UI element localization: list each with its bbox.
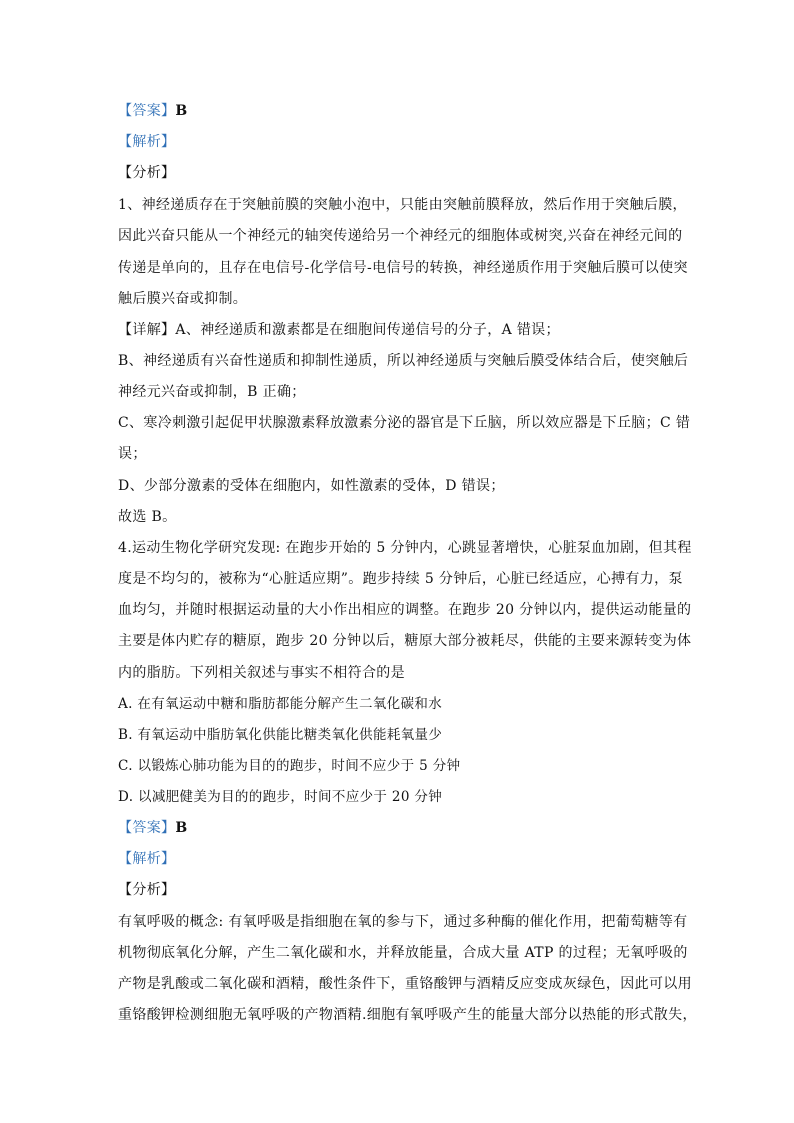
q4-answer-line bbox=[118, 818, 684, 838]
q3-fenxi-line: 触后膜兴奋或抑制。 bbox=[118, 291, 248, 307]
q3-detail-line: 神经元兴奋或抑制，B 正确； bbox=[118, 384, 306, 400]
q4-fenxi-label: 【分析】 bbox=[118, 882, 176, 898]
q4-option-b: B. 有氧运动中脂肪氧化供能比糖类氧化供能耗氧量少 bbox=[118, 727, 443, 743]
q3-answer-label: 【答案】 bbox=[118, 103, 176, 119]
q3-detail-line: 误； bbox=[118, 446, 147, 462]
q3-detail-label: 【详解】 bbox=[118, 322, 176, 338]
q3-detail-line: D、少部分激素的受体在细胞内，如性激素的受体，D 错误； bbox=[118, 478, 505, 494]
q4-stem-line: 血均匀，并随时根据运动量的大小作出相应的调整。在跑步 20 分钟以内，提供运动能量的 bbox=[118, 602, 692, 618]
q3-analysis-label: 【解析】 bbox=[118, 134, 176, 150]
q3-detail-line: B、神经递质有兴奋性递质和抑制性递质，所以神经递质与突触后膜受体结合后，使突触后 bbox=[118, 353, 689, 369]
q3-answer-value: B bbox=[175, 103, 188, 119]
q3-answer-line bbox=[118, 101, 684, 121]
q4-stem-line: 内的脂肪。下列相关叙述与事实不相符合的是 bbox=[118, 665, 405, 681]
q4-answer-label: 【答案】 bbox=[118, 820, 176, 836]
q3-fenxi-line: 1、神经递质存在于突触前膜的突触小泡中，只能由突触前膜释放，然后作用于突触后膜， bbox=[118, 197, 687, 213]
q3-fenxi-line: 传递是单向的，且存在电信号-化学信号-电信号的转换，神经递质作用于突触后膜可以使突 bbox=[118, 260, 688, 276]
q4-fenxi-line: 有氧呼吸的概念: 有氧呼吸是指细胞在氧的参与下，通过多种酶的催化作用，把葡萄糖等有 bbox=[118, 914, 688, 930]
q4-answer-value: B bbox=[175, 820, 188, 836]
q4-fenxi-line: 重铬酸钾检测细胞无氧呼吸的产物酒精.细胞有氧呼吸产生的能量大部分以热能的形式散失， bbox=[118, 1007, 697, 1023]
q3-detail-line bbox=[118, 320, 684, 340]
q3-fenxi-label: 【分析】 bbox=[118, 165, 176, 181]
q4-stem-line: 度是不均匀的，被称为“心脏适应期”。跑步持续 5 分钟后，心脏已经适应，心搏有力，泵 bbox=[118, 571, 683, 587]
q4-option-d: D. 以减肥健美为目的的跑步，时间不应少于 20 分钟 bbox=[118, 789, 443, 805]
q4-stem-line: 主要是体内贮存的糖原，跑步 20 分钟以后，糖原大部分被耗尽，供能的主要来源转变为体 bbox=[118, 633, 692, 649]
q4-fenxi-line: 产物是乳酸或二氧化碳和酒精，酸性条件下，重铬酸钾与酒精反应变成灰绿色，因此可以用 bbox=[118, 976, 692, 992]
q4-option-c: C. 以锻炼心肺功能为目的的跑步，时间不应少于 5 分钟 bbox=[118, 758, 461, 774]
q4-option-a: A. 在有氧运动中糖和脂肪都能分解产生二氧化碳和水 bbox=[118, 696, 443, 712]
q3-fenxi-line: 因此兴奋只能从一个神经元的轴突传递给另一个神经元的细胞体或树突,兴奋在神经元间的 bbox=[118, 228, 683, 244]
q3-detail-line: C、寒冷刺激引起促甲状腺激素释放激素分泌的器官是下丘脑，所以效应器是下丘脑；C 错 bbox=[118, 415, 691, 431]
q3-detail-first: A、神经递质和激素都是在细胞间传递信号的分子，A 错误； bbox=[175, 322, 560, 338]
q4-stem-line: 4.运动生物化学研究发现: 在跑步开始的 5 分钟内，心跳显著增快，心脏泵血加剧，但其程 bbox=[118, 540, 692, 556]
q3-conclusion: 故选 B。 bbox=[118, 509, 177, 525]
q4-analysis-label: 【解析】 bbox=[118, 851, 176, 867]
q4-fenxi-line: 机物彻底氧化分解，产生二氧化碳和水，并释放能量，合成大量 ATP 的过程；无氧呼吸的 bbox=[118, 945, 688, 961]
